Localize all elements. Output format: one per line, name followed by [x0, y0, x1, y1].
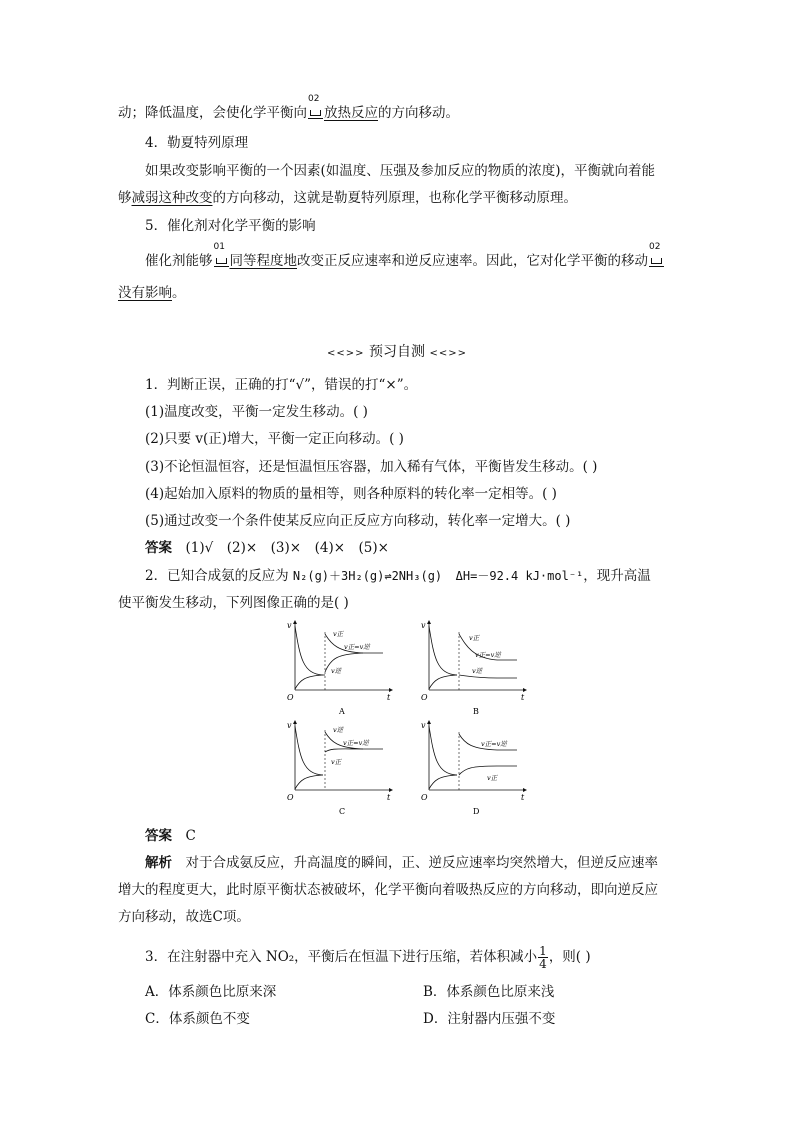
sec4-para-line2: 够减弱这种改变的方向移动，这就是勒夏特列原理，也称化学平衡移动原理。	[118, 190, 577, 206]
caption-b: B	[473, 707, 479, 716]
q2-stem-line2: 使平衡发生移动，下列图像正确的是( )	[118, 595, 349, 611]
caption-c: C	[339, 807, 346, 816]
graphs-svg	[283, 618, 533, 818]
q3-stem: 3．在注射器中充入 NO₂，平衡后在恒温下进行压缩，若体积减小 $\frac{1}{4}$ ，则( )	[145, 944, 591, 971]
q3-option-a: A．体系颜色比原来深	[145, 984, 277, 1000]
intro-text-b: 的方向移动。	[378, 105, 459, 121]
graph-b	[421, 621, 525, 716]
reaction-equation: N₂(g)＋3H₂(g)⇌2NH₃(g)	[292, 569, 443, 583]
label-v-eq: v正=v逆	[475, 651, 501, 659]
q2-analysis-line1: 解析 对于合成氨反应，升高温度的瞬间，正、逆反应速率均突然增大，但逆反应速率	[145, 855, 658, 871]
q3-option-c: C．体系颜色不变	[145, 1011, 250, 1027]
sec5-heading: 5．催化剂对化学平衡的影响	[145, 218, 316, 234]
q1-stem: 1．判断正误，正确的打“√”，错误的打“×”。	[145, 377, 418, 393]
bracket-icon	[216, 258, 227, 264]
fraction: $\frac{1}{4}$	[539, 944, 547, 971]
graph-c	[287, 721, 391, 816]
section-title-text: 预习自测	[369, 344, 425, 360]
q1-item-2: (2)只要 v(正)增大，平衡一定正向移动。( )	[145, 431, 404, 447]
sec5-underlined-answer-1: 同等程度地	[229, 253, 297, 269]
graph-d	[421, 721, 525, 816]
q2-stem-line1: 2．已知合成氨的反应为 N₂(g)＋3H₂(g)⇌2NH₃(g) ΔH=－92.4 kJ·mol⁻¹，现升高温	[145, 568, 651, 584]
enthalpy-value: ΔH=－92.4 kJ·mol⁻¹	[455, 569, 584, 583]
intro-line	[118, 94, 459, 123]
q1-item-3: (3)不论恒温恒容，还是恒温恒压容器，加入稀有气体，平衡皆发生移动。( )	[145, 459, 598, 475]
sec5-para-line2: 没有影响。	[118, 285, 186, 301]
label-v-eq: v正=v逆	[344, 643, 370, 651]
label-v-ni: v逆	[472, 667, 483, 675]
answer-label: 答案	[145, 540, 172, 556]
axis-t: t	[521, 793, 525, 802]
label-v-eq: v正=v逆	[343, 739, 369, 747]
section-title	[0, 341, 794, 361]
axis-origin: O	[421, 693, 428, 702]
label-v-zheng: v正	[469, 634, 480, 642]
q2-answer	[145, 826, 196, 846]
intro-text-a: 动；降低温度，会使化学平衡向	[118, 105, 307, 121]
axis-origin: O	[287, 793, 294, 802]
axis-t: t	[387, 793, 391, 802]
sec5-underlined-answer-2: 没有影响	[118, 285, 172, 301]
label-v-zheng: v正	[487, 774, 498, 782]
label-v-zheng: v正	[333, 630, 344, 638]
ornament-right-icon: <<>>	[429, 348, 467, 359]
label-v-ni: v逆	[333, 726, 344, 734]
q3-option-b: B．体系颜色比原来浅	[423, 984, 555, 1000]
label-v-eq: v正=v逆	[481, 740, 507, 748]
axis-v: v	[287, 721, 292, 730]
caption-d: D	[473, 807, 480, 816]
axis-t: t	[387, 693, 391, 702]
q1-item-5: (5)通过改变一个条件使某反应向正反应方向移动，转化率一定增大。( )	[145, 513, 571, 529]
bracket-icon	[651, 258, 662, 264]
graph-a	[287, 621, 391, 716]
q1-item-4: (4)起始加入原料的物质的量相等，则各种原料的转化率一定相等。( )	[145, 486, 557, 502]
intro-underlined-answer: 放热反应	[324, 105, 378, 121]
q1-answer	[145, 538, 389, 558]
ornament-left-icon: <<>>	[327, 348, 365, 359]
label-v-zheng: v正	[331, 758, 342, 766]
sec4-underlined-answer: 减弱这种改变	[131, 190, 213, 206]
q3-option-d: D．注射器内压强不变	[423, 1011, 556, 1027]
bracket-icon	[310, 110, 321, 116]
axis-v: v	[287, 621, 292, 630]
axis-t: t	[521, 693, 525, 702]
answer-text: C	[185, 828, 196, 844]
sec4-heading: 4．勒夏特列原理	[145, 135, 249, 151]
q2-analysis-line3: 方向移动，故选C项。	[118, 909, 250, 925]
answer-label: 答案	[145, 828, 172, 844]
axis-v: v	[421, 621, 426, 630]
analysis-label: 解析	[145, 855, 172, 871]
caption-a: A	[339, 707, 345, 716]
answer-blank-marker: 02	[308, 105, 323, 119]
axis-origin: O	[421, 793, 428, 802]
q1-item-1: (1)温度改变，平衡一定发生移动。( )	[145, 404, 368, 420]
answer-blank-marker: 01	[214, 253, 229, 267]
answer-text: (1)√ (2)× (3)× (4)× (5)×	[185, 540, 389, 556]
sec4-para-line1: 如果改变影响平衡的一个因素(如温度、压强及参加反应的物质的浓度)，平衡就向着能	[145, 163, 656, 179]
axis-origin: O	[287, 693, 294, 702]
label-v-ni: v逆	[331, 667, 342, 675]
answer-blank-marker: 02	[649, 253, 664, 267]
axis-v: v	[421, 721, 426, 730]
sec5-para-line1: 催化剂能够 01 同等程度地改变正反应速率和逆反应速率。因此，它对化学平衡的移动 02	[145, 251, 665, 271]
q2-analysis-line2: 增大的程度更大，此时原平衡状态被破坏，化学平衡向着吸热反应的方向移动，即向逆反应	[118, 882, 658, 898]
rate-time-graphs	[283, 618, 533, 818]
